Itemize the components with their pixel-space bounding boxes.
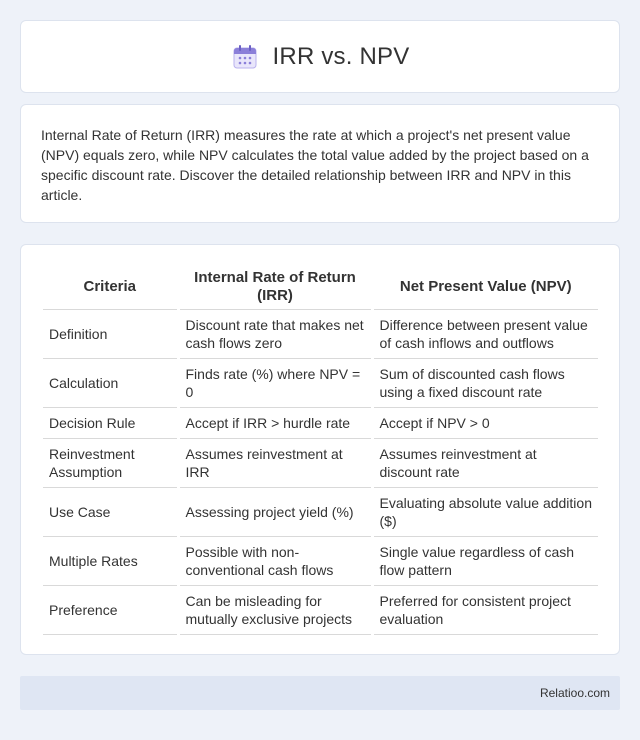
cell-npv: Preferred for consistent project evaluation — [372, 585, 598, 634]
intro-card — [20, 104, 620, 223]
cell-criteria: Preference — [43, 585, 178, 634]
header-npv: Net Present Value (NPV) — [372, 265, 598, 309]
cell-irr: Assessing project yield (%) — [178, 487, 372, 536]
cell-irr: Accept if IRR > hurdle rate — [178, 407, 372, 438]
table-row — [43, 487, 598, 536]
cell-npv: Accept if NPV > 0 — [372, 407, 598, 438]
cell-irr: Discount rate that makes net cash flows zero — [178, 309, 372, 358]
table-row — [43, 309, 598, 358]
cell-criteria: Decision Rule — [43, 407, 178, 438]
cell-criteria: Reinvestment Assumption — [43, 438, 178, 487]
table-row — [43, 407, 598, 438]
title-wrap — [231, 43, 410, 71]
table-row — [43, 438, 598, 487]
cell-npv: Single value regardless of cash flow pattern — [372, 536, 598, 585]
cell-irr: Can be misleading for mutually exclusive projects — [178, 585, 372, 634]
cell-npv: Assumes reinvestment at discount rate — [372, 438, 598, 487]
cell-npv: Sum of discounted cash flows using a fixed discount rate — [372, 358, 598, 407]
header-criteria: Criteria — [43, 265, 178, 309]
cell-npv: Difference between present value of cash inflows and outflows — [372, 309, 598, 358]
title-card — [20, 20, 620, 93]
cell-criteria: Calculation — [43, 358, 178, 407]
page-title: IRR vs. NPV — [272, 42, 410, 70]
table-row — [43, 358, 598, 407]
cell-criteria: Multiple Rates — [43, 536, 178, 585]
cell-criteria: Use Case — [43, 487, 178, 536]
calendar-icon — [231, 43, 259, 71]
cell-criteria: Definition — [43, 309, 178, 358]
cell-npv: Evaluating absolute value addition ($) — [372, 487, 598, 536]
table-row — [43, 536, 598, 585]
cell-irr: Possible with non-conventional cash flows — [178, 536, 372, 585]
cell-irr: Assumes reinvestment at IRR — [178, 438, 372, 487]
footer-bar — [20, 676, 620, 710]
header-irr: Internal Rate of Return (IRR) — [178, 265, 372, 309]
cell-irr: Finds rate (%) where NPV = 0 — [178, 358, 372, 407]
table-card — [20, 244, 620, 655]
table-header-row — [43, 265, 598, 309]
table-row — [43, 585, 598, 634]
footer-brand: Relatioo.com — [539, 686, 610, 700]
comparison-table — [43, 265, 598, 635]
intro-paragraph: Internal Rate of Return (IRR) measures the rate at which a project's net present value (NPV) equals zero, while NPV calculates the total value added by the project based on a specific discount rate. Discover the detailed relationship between IRR and NPV in this article. — [41, 127, 589, 203]
